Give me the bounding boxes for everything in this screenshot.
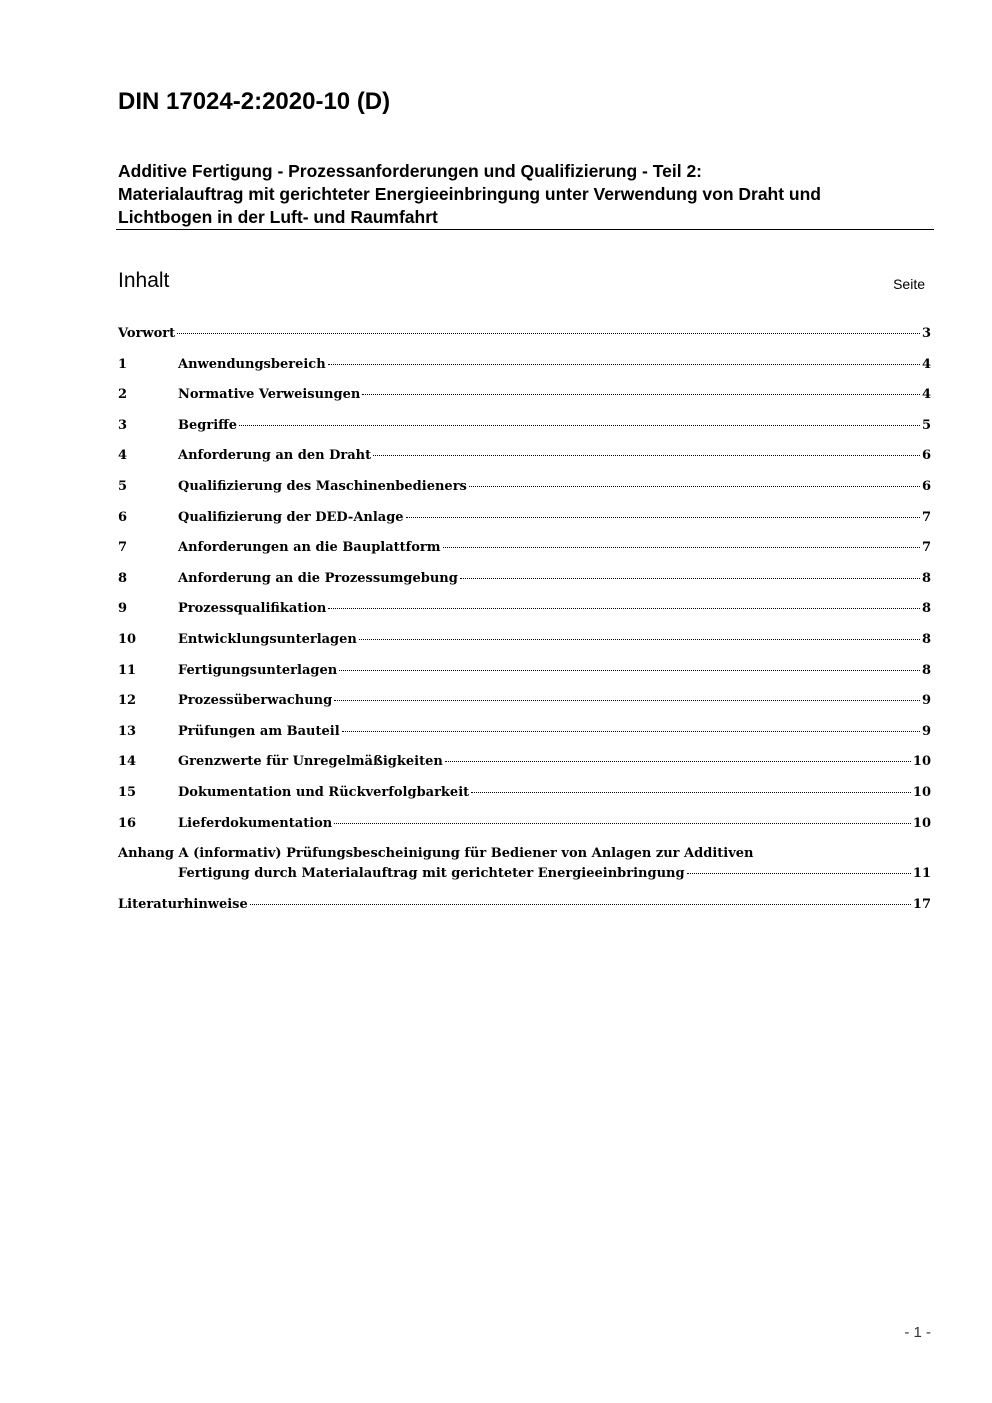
dot-leader [443,547,920,548]
dot-leader [469,486,920,487]
dot-leader [250,904,911,905]
dot-leader [342,731,920,732]
toc-entry-number: 1 [118,356,128,372]
toc-entry-number: 8 [118,570,128,586]
document-title [118,160,933,229]
toc-entry[interactable] [118,785,931,803]
toc-entry-label: Literaturhinweise [118,897,248,913]
toc-entry[interactable] [118,632,931,650]
toc-entry[interactable] [118,663,931,681]
toc-entry-number: 3 [118,417,128,433]
dot-leader [334,823,911,824]
toc-entry[interactable] [118,540,931,558]
toc-entry-number: 11 [118,662,137,678]
dot-leader [406,517,920,518]
toc-entry-label: Dokumentation und Rückverfolgbarkeit [178,785,470,800]
toc-entry[interactable] [118,448,931,466]
toc-entry-label: Entwicklungsunterlagen [178,632,357,647]
toc-entry-page: 8 [921,632,931,647]
toc-entry-number: 14 [118,754,137,770]
toc-entry-label: Prozessüberwachung [178,693,333,709]
toc-entry-label: Grenzwerte für Unregelmäßigkeiten [178,754,443,770]
dot-leader [328,364,920,365]
dot-leader [328,608,920,609]
toc-entry[interactable] [118,816,931,834]
toc-entry[interactable] [118,357,931,375]
toc-entry-number: 6 [118,509,128,525]
toc-entry-page: 7 [921,509,931,525]
toc-entry-label: Anforderung an den Draht [178,448,372,464]
toc-entry-page: 6 [921,479,931,494]
toc-entry[interactable] [118,510,931,528]
toc-entry-page: 10 [912,815,931,831]
dot-leader [362,394,920,395]
dot-leader [359,639,920,640]
toc-entry-page: 4 [921,387,931,403]
toc-entry-label: Fertigung durch Materialauftrag mit gerichteter Energieeinbringung [178,866,685,882]
dot-leader [373,455,920,456]
document-id: DIN 17024-2:2020-10 (D) [118,88,391,115]
toc-entry-label: Fertigungsunterlagen [178,662,338,678]
toc-entry-number: 2 [118,387,128,403]
toc-entry-number: 7 [118,540,128,556]
toc-entry-label: Prüfungen am Bauteil [178,723,340,739]
toc-entry-label: Anwendungsbereich [178,356,326,372]
toc-entry-page: 9 [921,693,931,709]
toc-entry-label: Vorwort [118,326,176,341]
dot-leader [334,700,920,701]
toc-entry-label: Prozessqualifikation [178,601,327,617]
toc-entry-page: 7 [921,540,931,556]
toc-entry[interactable] [118,387,931,405]
toc-entry-label: Lieferdokumentation [178,815,333,831]
toc-annex-entry[interactable] [178,866,931,884]
toc-entry-label: Qualifizierung der DED-Anlage [178,509,404,525]
toc-entry-page: 10 [912,754,931,770]
dot-leader [177,333,920,334]
toc-entry-number: 10 [118,632,137,647]
toc-entry-label: Begriffe [178,417,238,433]
toc-entry-number: 4 [118,448,128,464]
toc-entry-label: Qualifizierung des Maschinenbedieners [178,479,467,494]
title-line: Lichtbogen in der Luft- und Raumfahrt [118,207,438,227]
toc-entry-number: 15 [118,785,137,800]
dot-leader [471,792,911,793]
toc-entry-page: 8 [921,570,931,586]
toc-entry[interactable] [118,897,931,915]
toc-entry-label: Anforderungen an die Bauplattform [178,540,441,556]
toc-entry-number: 5 [118,479,128,494]
toc-entry-page: 11 [912,866,931,882]
toc-entry[interactable] [118,326,931,344]
toc-entry-page: 4 [921,356,931,372]
toc-entry-page: 10 [912,785,931,800]
page-number: - 1 - [904,1324,931,1341]
dot-leader [339,670,920,671]
toc-entry-label: Anforderung an die Prozessumgebung [178,570,458,586]
toc-entry-page: 8 [921,601,931,617]
title-divider [116,229,934,230]
toc-entry-label: Normative Verweisungen [178,387,361,403]
toc-annex-title[interactable]: Anhang A (informativ) Prüfungsbescheinigung für Bediener von Anlagen zur Additiven [118,846,754,862]
toc-entry[interactable] [118,601,931,619]
toc-entry[interactable] [118,479,931,497]
toc-entry[interactable] [118,693,931,711]
toc-heading: Inhalt [118,269,170,292]
title-line: Materialauftrag mit gerichteter Energieeinbringung unter Verwendung von Draht und [118,184,821,204]
toc-entry-page: 9 [921,723,931,739]
title-line: Additive Fertigung - Prozessanforderungen und Qualifizierung - Teil 2: [118,161,703,181]
toc-entry-page: 6 [921,448,931,464]
toc-page-label: Seite [893,276,925,292]
toc-entry-page: 3 [921,326,931,341]
dot-leader [460,578,920,579]
toc-entry-number: 16 [118,815,137,831]
toc-entry[interactable] [118,571,931,589]
dot-leader [687,873,911,874]
toc-entry-number: 12 [118,693,137,709]
toc-entry-page: 8 [921,662,931,678]
toc-entry-page: 5 [921,417,931,433]
toc-entry-number: 13 [118,723,137,739]
toc-entry[interactable] [118,754,931,772]
toc-entry[interactable] [118,724,931,742]
toc-entry[interactable] [118,418,931,436]
dot-leader [445,761,911,762]
dot-leader [239,425,920,426]
toc-entry-page: 17 [912,897,931,913]
toc-entry-number: 9 [118,601,128,617]
